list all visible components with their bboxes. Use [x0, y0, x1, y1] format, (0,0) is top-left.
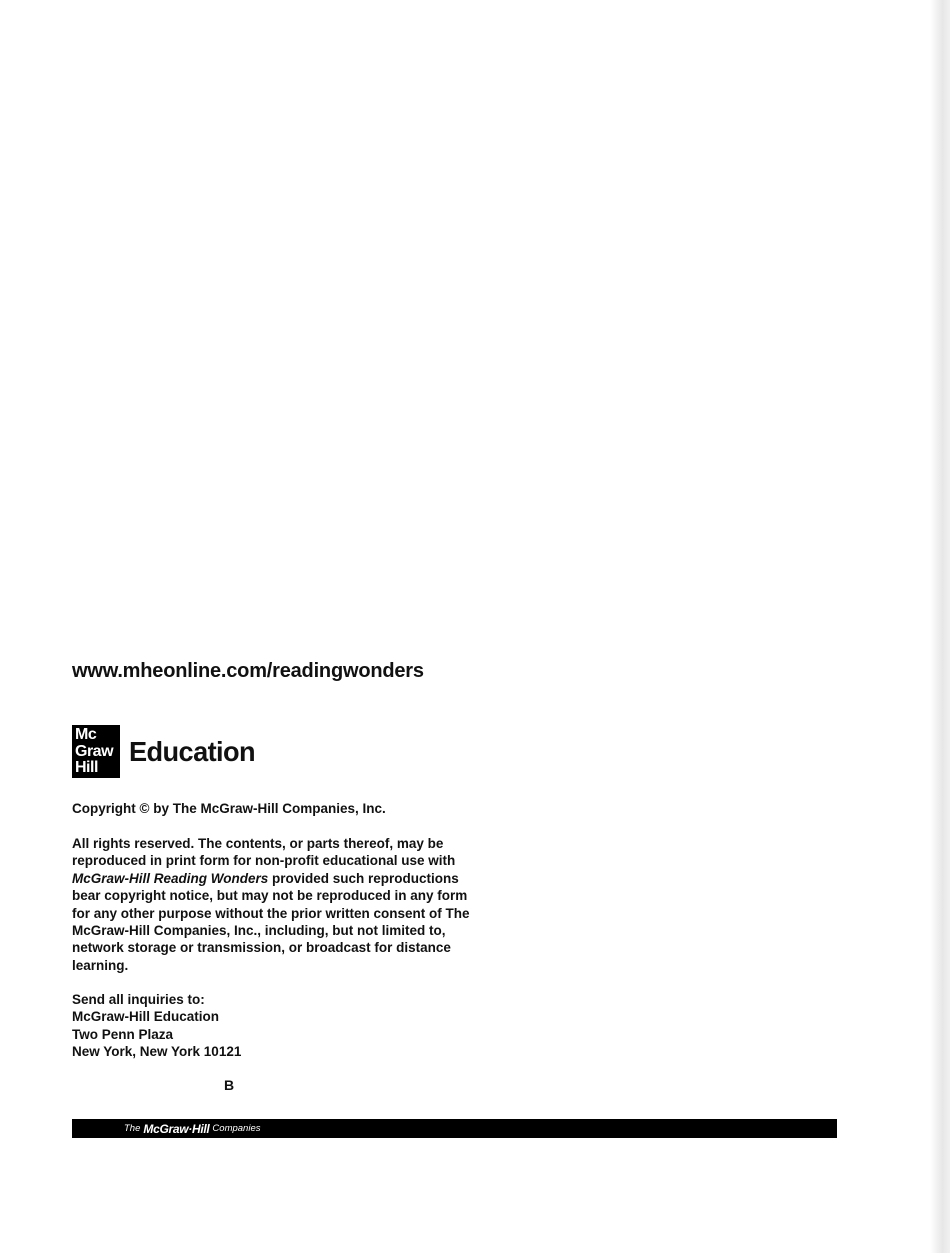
mcgraw-hill-education-logo	[72, 725, 259, 778]
mcgraw-hill-companies-footer-bar	[72, 1119, 837, 1138]
copyright-notice: Copyright © by The McGraw-Hill Companies, Inc.	[72, 801, 386, 816]
logo-brand-text: Education	[129, 735, 256, 767]
website-url: www.mheonline.com/readingwonders	[72, 660, 424, 682]
inquiries-address-block: Send all inquiries to: McGraw-Hill Education Two Penn Plaza New York, New York 10121	[72, 992, 242, 1060]
rights-reserved-paragraph: All rights reserved. The contents, or parts thereof, may be reproduced in print form for non-profit educational use with McGraw-Hill Reading Wonders provided such reproductions bear copyright notice, but may not be reproduced in any form for any other purpose without the prior written consent of The McGraw-Hill Companies, Inc., including, but not limited to, network storage or transmission, or broadcast for distance learning.	[72, 836, 470, 973]
mcgraw-hill-logo-mark: Mc Graw Hill	[72, 725, 120, 778]
footer-brand-label: McGraw·Hill	[143, 1121, 210, 1136]
footer-the-label: The	[124, 1123, 141, 1134]
footer-companies-label: Companies	[212, 1123, 261, 1134]
edition-letter: B	[224, 1077, 235, 1093]
page-edge-shadow	[930, 0, 950, 1253]
